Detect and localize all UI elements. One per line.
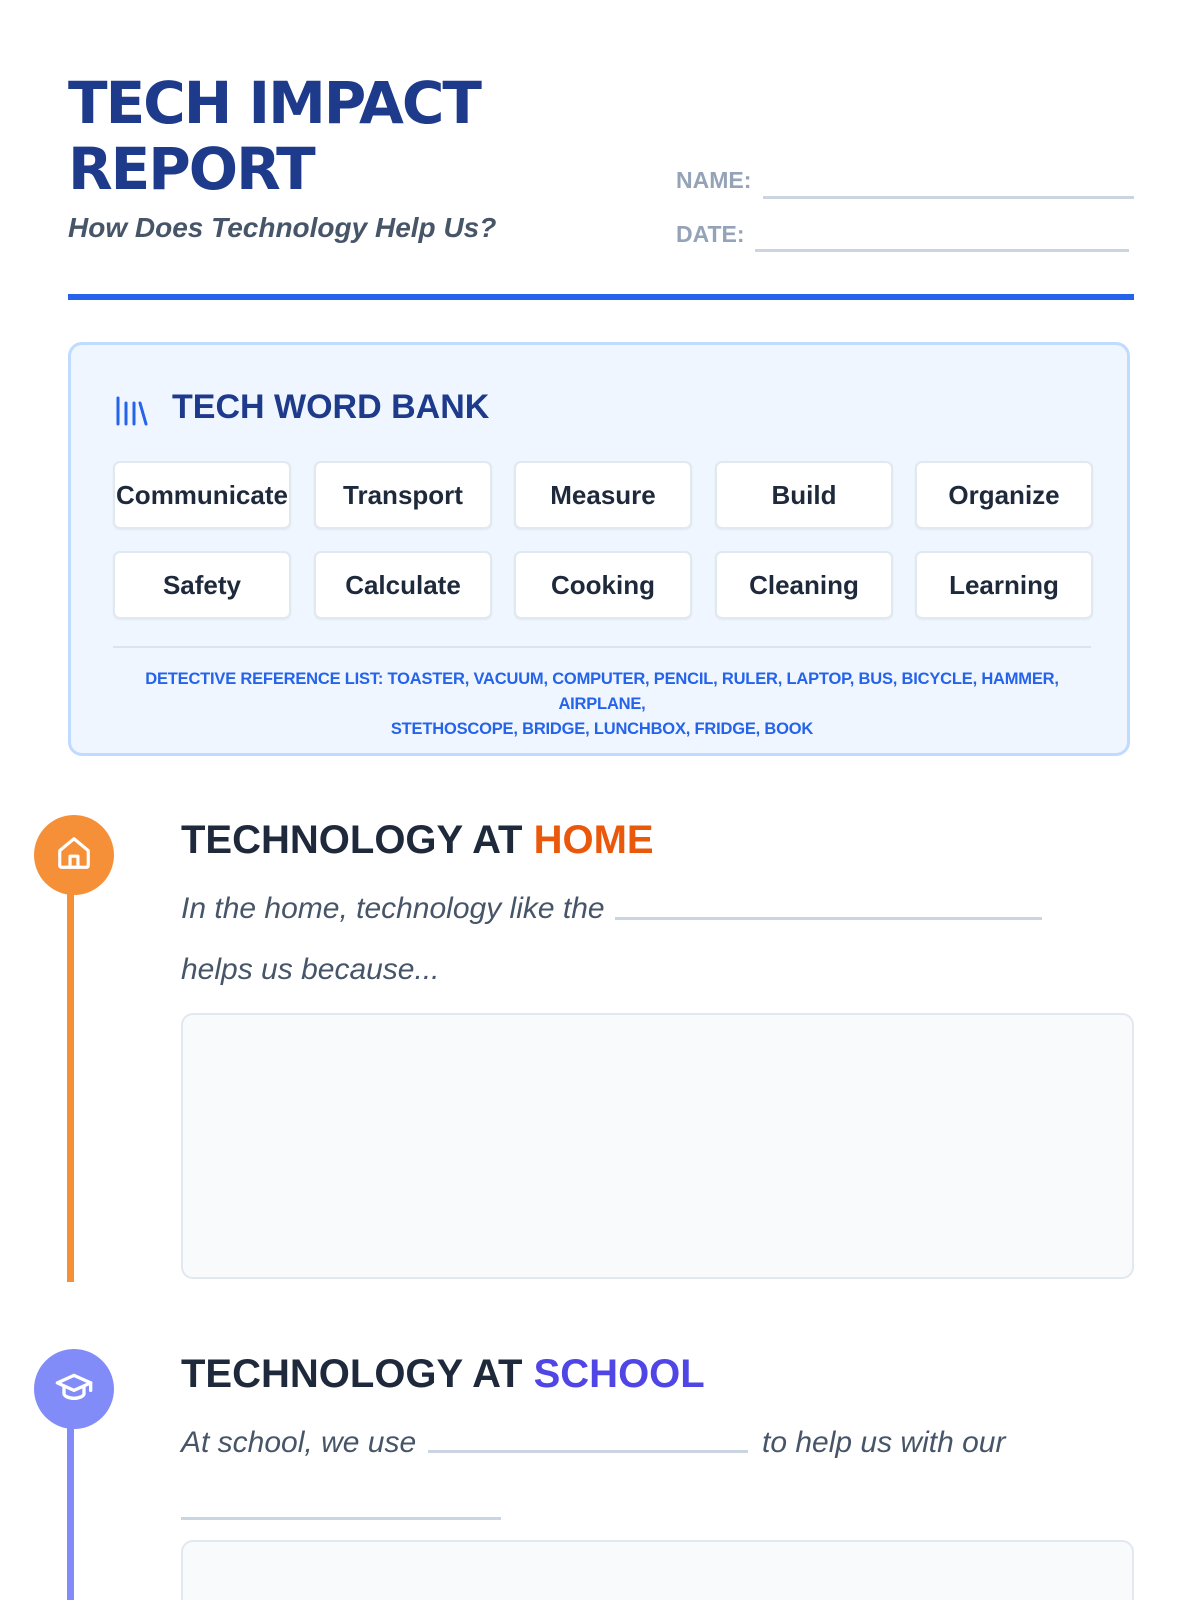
- reference-list-line1: DETECTIVE REFERENCE LIST: TOASTER, VACUUM, COMPUTER, PENCIL, RULER, LAPTOP, BUS, BICYCLE, HAMMER, AIRPLANE,: [145, 670, 1059, 713]
- reference-list: [113, 667, 1091, 742]
- home-badge: [34, 815, 114, 895]
- word-bank-panel: [68, 342, 1130, 756]
- name-label: NAME:: [676, 167, 752, 193]
- word-chip[interactable]: Measure: [514, 461, 692, 529]
- graduation-cap-icon: [54, 1367, 94, 1412]
- home-prompt-end: helps us because...: [181, 953, 440, 986]
- reference-list-line2: STETHOSCOPE, BRIDGE, LUNCHBOX, FRIDGE, BOOK: [390, 720, 814, 738]
- home-section-title: [181, 818, 654, 863]
- home-blank-field[interactable]: [615, 917, 1042, 920]
- school-section-title: [181, 1352, 705, 1397]
- home-title-prefix: TECHNOLOGY AT: [181, 818, 534, 862]
- word-bank-divider: [113, 646, 1091, 648]
- word-chip[interactable]: Transport: [314, 461, 492, 529]
- word-chip[interactable]: Safety: [113, 551, 291, 619]
- school-blank-field-2[interactable]: [181, 1517, 501, 1520]
- school-badge: [34, 1349, 114, 1429]
- word-chip[interactable]: Communicate: [113, 461, 291, 529]
- home-title-highlight: HOME: [533, 818, 654, 862]
- word-bank-title: TECH WORD BANK: [172, 388, 490, 426]
- school-title-highlight: SCHOOL: [533, 1352, 705, 1396]
- school-prompt-middle: to help us with our: [762, 1426, 1006, 1459]
- school-prompt-start: At school, we use: [181, 1426, 417, 1459]
- school-timeline-rail: [67, 1413, 74, 1600]
- school-answer-box[interactable]: [181, 1540, 1134, 1600]
- page-title-line1: TECH IMPACT: [68, 69, 480, 137]
- word-chip[interactable]: Calculate: [314, 551, 492, 619]
- school-title-prefix: TECHNOLOGY AT: [181, 1352, 534, 1396]
- school-blank-field-1[interactable]: [428, 1450, 748, 1453]
- home-timeline-rail: [67, 880, 74, 1282]
- header-divider: [68, 294, 1134, 300]
- word-chip[interactable]: Cleaning: [715, 551, 893, 619]
- date-field[interactable]: [755, 249, 1129, 252]
- home-icon: [55, 834, 93, 877]
- home-prompt-start: In the home, technology like the: [181, 892, 605, 925]
- word-chip[interactable]: Cooking: [514, 551, 692, 619]
- word-chip[interactable]: Organize: [915, 461, 1093, 529]
- word-chip[interactable]: Learning: [915, 551, 1093, 619]
- books-icon: [113, 395, 149, 427]
- page-title-line2: REPORT: [68, 135, 314, 203]
- word-chip[interactable]: Build: [715, 461, 893, 529]
- home-answer-box[interactable]: [181, 1013, 1134, 1279]
- page-title: [68, 70, 608, 202]
- name-field[interactable]: [763, 196, 1134, 199]
- page-subtitle: How Does Technology Help Us?: [68, 212, 497, 243]
- date-label: DATE:: [676, 221, 745, 247]
